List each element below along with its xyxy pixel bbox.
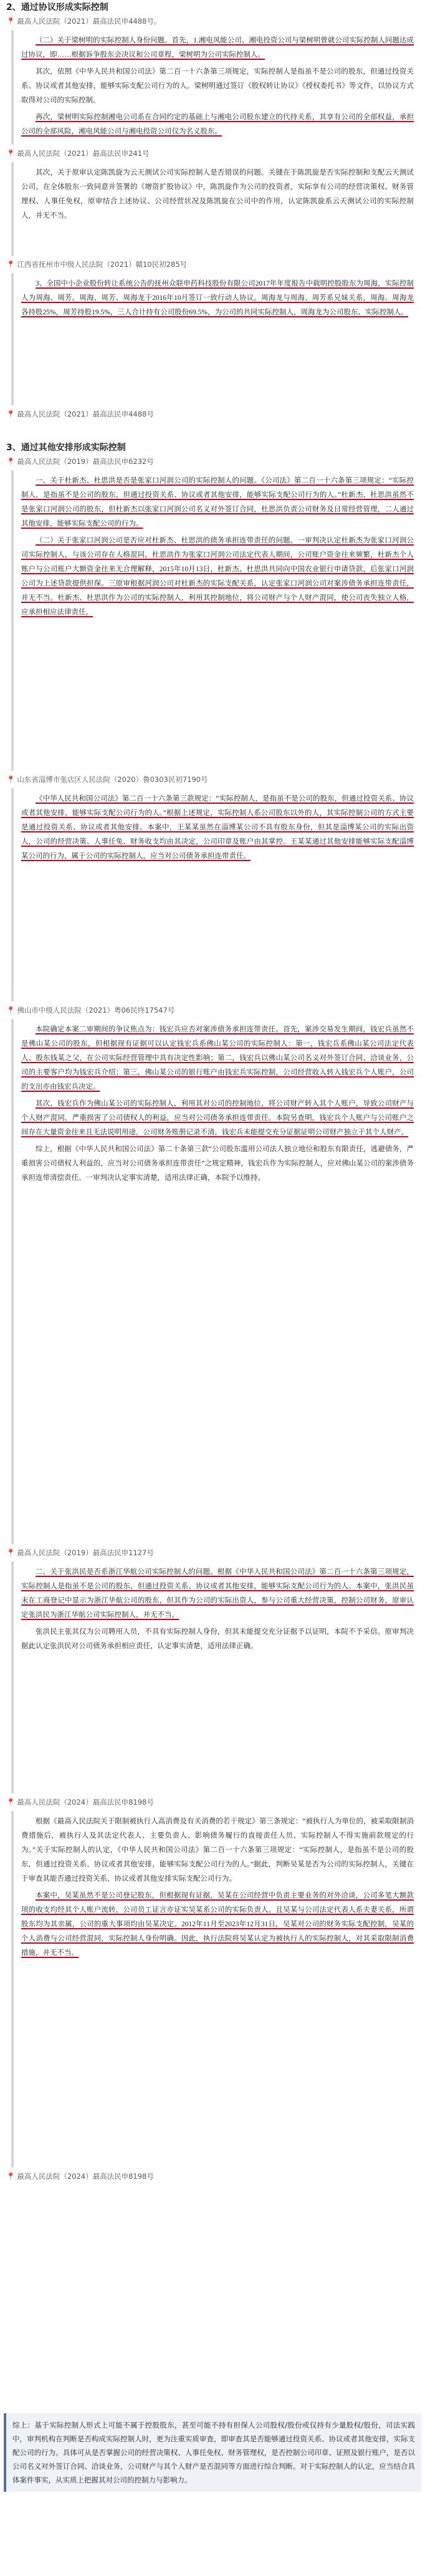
section-3	[0, 440, 425, 2411]
section-2	[0, 0, 425, 440]
location-pin-icon: 📍	[6, 1548, 16, 1557]
location-pin-icon: 📍	[6, 149, 16, 158]
case-source: 📍 最高人民法院（2021）最高法民申4488号	[6, 410, 154, 418]
location-pin-icon: 📍	[6, 17, 16, 26]
summary-section	[0, 2413, 425, 2572]
case-source: 📍 山东省淄博市张店区人民法院（2020）鲁0303民初7190号	[6, 775, 208, 784]
case-excerpt: 根据《最高人民法院关于限制被执行人高消费及有关消费的若干规定》第三条规定：“被执行人为单位的，被采取限制消费措施后，被执行人及其法定代表人、主要负责人、影响债务履行的直接责任人员、实际控制人不得实施前款规定的行为。”关于实际控制人的认定，《中华人民共和国公司法》第二百一十六条第三项规定：“实际控制人，是指虽不是公司的股东，但通过投资关系、协议或者其他安排，能够实际支配公司行为的人。”据此，判断吴某是否为公司的实际控制人，关键在于审查其能否通过投资关系、协议或者其他安排实际支配公司行为。 本案中，吴某虽然不是公司登记股东，但根据现有证据，吴某在公司经营中负责主要业务的对外洽谈，公司多笔大额款项的收支均经其个人账户流转，公司员工证言亦证实吴某系公司的实际负责人。且吴某与公司法定代表人系夫妻关系，所谓股东均为其亲属，公司的重大事项均由吴某决定。2012年11月至2023年12月31日，吴某对公司的财务实际支配控制，吴某的个人消费与公司经营混同，实际控制人身份明确。因此，执行法院将吴某认定为被执行人的实际控制人，对其采取限制消费措施，并无不当。	[11, 1811, 420, 2168]
case-source: 📍 最高人民法院（2021）最高法民申241号	[6, 149, 150, 158]
location-pin-icon: 📍	[6, 1006, 16, 1015]
location-pin-icon: 📍	[6, 1798, 16, 1807]
location-pin-icon: 📍	[6, 2172, 16, 2181]
location-pin-icon: 📍	[6, 775, 16, 784]
summary-box	[4, 2413, 421, 2492]
case-source: 📍 最高人民法院（2024）最高法民申8198号	[6, 1798, 154, 1807]
section-3-title: 3、通过其他安排形成实际控制	[6, 443, 126, 453]
summary-text: 综上：基于实际控制人形式上可能不属于控股股东，甚至可能不持有担保人公司股权/股份或仅持有少量股权/股份，司法实践中，审判机构在判断是否构成实际控制人时，更为注重实质审查，即审查其是否能够通过投资关系、协议或者其他安排，实际支配公司的行为。具体可从是否掌握公司的经营决策权、人事任免权、财务管理权，是否控制公司印章、证照及银行账户，是否以公司名义对外签订合同、洽谈业务，公司财产与其个人财产是否混同等方面进行综合判断。对于实际控制人的认定，应当结合具体案件事实，从实质上把握其对公司的控制力与影响力。	[12, 2421, 415, 2484]
case-excerpt: 《中华人民共和国公司法》第二百一十六条第三款规定：“实际控制人，是指虽不是公司的股东，但通过投资关系、协议或者其他安排，能够实际支配公司行为的人。”根据上述规定，实际控制人系公司股东以外的人，其实际控制公司的方式主要是通过投资关系、协议或者其他安排。本案中，王某某虽然在淄博某公司不具有股东身份，但其是淄博某公司的实际出资人，公司的经营决策、人事任免、财务收支均由其决定，公司印章及账户由其掌控。王某某通过其他安排能够实际支配淄博某公司的行为，属于公司的实际控制人，应当对公司债务承担连带责任。	[11, 788, 420, 1001]
location-pin-icon: 📍	[6, 457, 16, 466]
case-source: 📍 佛山市中级人民法院（2021）粤06民终17547号	[6, 1006, 175, 1015]
case-source: 📍 最高人民法院（2019）最高法民申1127号	[6, 1548, 154, 1557]
location-pin-icon: 📍	[6, 410, 16, 418]
case-excerpt: 本院确定本案二审期间的争议焦点为：钱宏兵应否对案涉债务承担连带责任。首先，案涉交易发生期间，钱宏兵虽然不是佛山某公司的股东，但根据现有证据可以认定钱宏兵系佛山某公司的实际控制人：第一，钱宏兵系佛山某公司法定代表人、股东钱某之父，在公司实际经营管理中具有决定性影响；第二，钱宏兵以佛山某公司名义对外签订合同、洽谈业务，公司的主要客户均为钱宏兵介绍；第三，佛山某公司的银行账户由钱宏兵实际控制，公司经营收入转入钱宏兵个人账户，公司的支出亦由钱宏兵决定。 其次，钱宏兵作为佛山某公司的实际控制人，利用其对公司的控制地位，将公司财产转入其个人账户，导致公司财产与个人财产混同，严重损害了公司债权人的利益，应当对公司债务承担连带责任。本院另查明，钱宏兵个人账户与公司账户之间存在大量资金往来且无法说明用途，公司财务账册记录不清，钱宏兵未能提交充分证据证明公司财产独立于其个人财产。 综上，根据《中华人民共和国公司法》第二十条第三款“公司股东滥用公司法人独立地位和股东有限责任，逃避债务，严重损害公司债权人利益的，应当对公司债务承担连带责任”之规定精神，钱宏兵作为实际控制人，应对佛山某公司的案涉债务承担连带清偿责任。一审判决认定事实清楚，适用法律正确，本院予以维持。	[11, 1019, 420, 1544]
case-excerpt: 一、关于杜新杰、杜思洪是否是张家口河润公司的实际控制人的问题。《公司法》第二百一十六条第三项规定：“实际控制人，是指虽不是公司的股东，但通过投资关系、协议或者其他安排，能够实际支配公司行为的人。”杜新杰、杜思洪虽然不是张家口河润公司的股东，但杜新杰以张家口河润公司名义对外签订合同，杜思洪负责公司财务及日常经营管理，二人通过其他安排，能够实际支配公司的行为。 （二）关于张家口河润公司是否应对杜新杰、杜思洪的债务承担连带责任的问题。一审判决认定杜新杰为张家口河润公司实际控制人，与该公司存在人格混同。杜思洪作为张家口河润公司法定代表人期间，公司账户资金往来频繁，杜新杰个人账户与公司账户大额资金往来无合理解释，2015年10月13日，杜新杰、杜思洪共同向中国农业银行申请贷款，后张家口河润公司为上述贷款提供担保。三原审根据河润公司对杜新杰的实际支配关系，认定张家口河润公司对案涉债务承担连带责任，并无不当。杜新杰、杜思洪作为公司的实际控制人，利用其控制地位，将公司财产与个人财产混同，使公司丧失独立人格，应承担相应法律责任。	[11, 470, 420, 771]
location-pin-icon: 📍	[6, 260, 16, 269]
case-excerpt: 二、关于张洪民是否系浙江华航公司实际控制人的问题。根据《中华人民共和国公司法》第二百一十六条第三项规定，实际控制人是指虽不是公司的股东，但通过投资关系、协议或者其他安排，能够实际支配公司行为的人。本案中，张洪民虽未在工商登记中显示为浙江华航公司的股东，但其作为公司的实际出资人，参与公司重大经营决策，控制公司财务，原审认定张洪民为浙江华航公司实际控制人，并无不当。 张洪民主张其仅为公司聘用人员，不具有实际控制人身份，但其未能提交充分证据予以证明，本院不予采信。原审判决据此认定张洪民对公司债务承担相应责任，认定事实清楚，适用法律正确。	[11, 1561, 420, 1793]
case-source: 📍 最高人民法院（2021）最高法民申4488号。	[6, 17, 161, 26]
case-source: 📍 江西省抚州市中级人民法院（2021）赣10民初285号	[6, 260, 188, 269]
case-excerpt: 其次，关于原审认定陈凯旋为云天测试公司实际控制人是否错误的问题。关键在于陈凯旋是否实际控制和支配云天测试公司。在全体股东一致同意并签署的《增资扩股协议》中，陈凯旋作为公司的投资者，实际享有公司的经营决策权、财务管理权、人事任免权，原审结合上述协议、公司经营状况及陈凯旋在公司中的作用，认定陈凯旋系云天测试公司的实际控制人，并无不当。	[11, 162, 420, 256]
case-excerpt: （二）关于梁树明的实际控制人身份问题。首先，1.湘电风能公司、湘电投资公司与梁树明曾就公司实际控制人问题达成过协议，即……根据诉争股东会决议和公司章程，梁树明为公司实际控制人。 其次，依照《中华人民共和国公司法》第二百一十六条第三项规定，实际控制人是指虽不是公司的股东，但通过投资关系、协议或者其他安排，能够实际支配公司行为的人。梁树明通过签订《股权转让协议》《授权委托书》等文件，以协议方式取得对公司的实际控制。 再次，梁树明实际控制湘电公司系在合同约定的基础上与湘电公司股东建立的代持关系，其享有公司的全部权益，承担公司的全部风险，湘电风能公司与湘电投资公司仅为名义股东。	[11, 30, 420, 145]
section-2-title: 2、通过协议形成实际控制	[6, 2, 108, 12]
case-excerpt: 3、全国中小企业股份转让系统公告的抚州众联申药科技股份有限公司2017年年度报告中载明控股股东为周海，实际控制人为周海、周芳。周海、周芳、周海龙于2016年10月签订一致行动人协议。周海龙与周海、周芳系兄妹关系，周海、周海龙各持股25%，周芳持股19.5%，三人合计持有公司股份69.5%，为公司的共同实际控制人，周海龙为公司股东、实际控制人。	[11, 273, 420, 405]
case-source: 📍 最高人民法院（2024）最高法民申8198号	[6, 2172, 154, 2181]
case-source: 📍 最高人民法院（2019）最高法民申6232号	[6, 457, 154, 466]
